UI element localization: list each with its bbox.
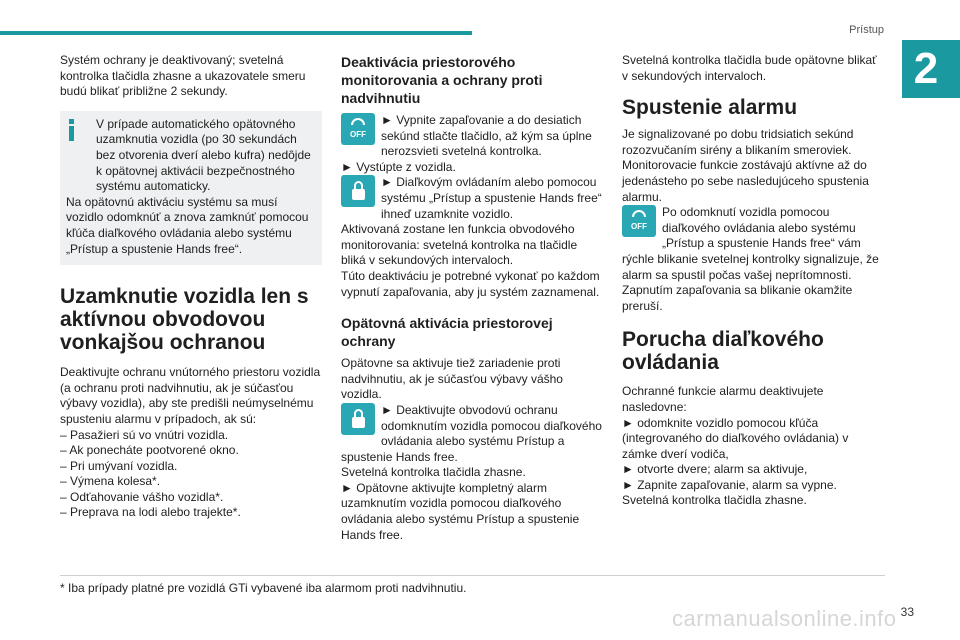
list-item: – Pasažieri sú vo vnútri vozidla. bbox=[60, 427, 229, 442]
step-text: ► Zapnite zapaľovanie, alarm sa vypne. bbox=[622, 477, 837, 492]
alarm-off-icon: OFF bbox=[622, 205, 656, 237]
column-3 bbox=[622, 53, 884, 509]
column-1 bbox=[60, 53, 322, 521]
paragraph: Túto deaktiváciu je potrebné vykonať po každom vypnutí zapaľovania, aby ju systém zaznamenal. bbox=[341, 268, 600, 299]
step-block bbox=[341, 403, 603, 465]
paragraph: Po odomknutí vozidla pomocou diaľkového ovládania alebo systému „Prístup a spustenie Hands free“ vám rýchle blikanie svetelnej kontrolky signalizuje, že alarm sa spustil počas vašej neprítomnosti. bbox=[622, 205, 879, 282]
info-note bbox=[60, 111, 322, 265]
paragraph: Zapnutím zapaľovania sa blikanie okamžite preruší. bbox=[622, 283, 853, 313]
paragraph: Ochranné funkcie alarmu deaktivujete nasledovne: bbox=[622, 384, 824, 414]
paragraph: Deaktivujte ochranu vnútorného priestoru vozidla (a ochranu proti nadvihnutiu, ak je súčasťou výbavy vozidla), aby ste predišli neúmyselnému spusteniu alarmu v prípadoch, ak sú: bbox=[60, 365, 321, 426]
paragraph: Svetelná kontrolka tlačidla zhasne. bbox=[341, 465, 526, 480]
note-text: V prípade automatického opätovného uzamknutia vozidla (po 30 sekundách bez otvorenia dverí alebo kufra) nedôjde k opätovnej aktivácii bezpečnostného systému automaticky. bbox=[96, 116, 311, 194]
subsection-heading: Opätovná aktivácia priestorovej ochrany bbox=[341, 315, 553, 350]
step-text: ► Vystúpte z vozidla. bbox=[341, 159, 456, 174]
step-block bbox=[341, 113, 603, 160]
step-text: ► otvorte dvere; alarm sa aktivuje, bbox=[622, 462, 808, 477]
lock-icon bbox=[341, 175, 375, 207]
header-accent-bar bbox=[0, 31, 472, 35]
step-block bbox=[341, 175, 603, 222]
unlock-icon bbox=[341, 403, 375, 435]
paragraph: Systém ochrany je deaktivovaný; svetelná kontrolka tlačidla zhasne a ukazovatele smeru budú blikať približne 2 sekundy. bbox=[60, 53, 306, 99]
list-item: – Pri umývaní vozidla. bbox=[60, 458, 178, 473]
step-text: ► odomknite vozidlo pomocou kľúča (integrovaného do diaľkového ovládania) v zámke dverí vodiča, bbox=[622, 415, 849, 461]
step-text: ► Diaľkovým ovládaním alebo pomocou systému „Prístup a spustenie Hands free“ ihneď uzamknite vozidlo. bbox=[381, 175, 602, 221]
list-item: – Ak ponecháte pootvorené okno. bbox=[60, 443, 239, 458]
step-text: ► Deaktivujte obvodovú ochranu odomknutím vozidla pomocou diaľkového ovládania alebo systému Prístup a spustenie Hands free. bbox=[341, 402, 602, 464]
chapter-tab bbox=[902, 40, 960, 98]
list-item: – Odťahovanie vášho vozidla*. bbox=[60, 489, 224, 504]
section-title: Prístup bbox=[849, 24, 884, 36]
situation-list bbox=[60, 428, 322, 522]
step-text: ► Vypnite zapaľovanie a do desiatich sekúnd stlačte tlačidlo, až kým sa úplne nerozsvieti svetelná kontrolka. bbox=[381, 113, 592, 159]
paragraph: Svetelná kontrolka tlačidla bude opätovne blikať v sekundových intervaloch. bbox=[622, 53, 877, 83]
watermark: carmanualsonline.info bbox=[672, 606, 897, 631]
paragraph: Opätovne sa aktivuje tiež zariadenie proti nadvihnutiu, ak je súčasťou výbavy vášho vozidla. bbox=[341, 356, 563, 402]
section-heading: Uzamknutie vozidla len s aktívnou obvodovou vonkajšou ochranou bbox=[60, 285, 309, 355]
column-2 bbox=[341, 53, 603, 543]
chapter-number: 2 bbox=[913, 44, 939, 93]
note-text: Na opätovnú aktiváciu systému sa musí vozidlo odomknúť a znova zamknúť pomocou kľúča diaľkového ovládania alebo systému „Prístup a spustenie Hands free“. bbox=[66, 194, 309, 256]
footer-divider bbox=[60, 575, 885, 576]
section-heading: Spustenie alarmu bbox=[622, 96, 798, 120]
paragraph: Je signalizované po dobu tridsiatich sekúnd rozozvučaním sirény a blikaním smeroviek. Monitorovacie funkcie zostávajú aktívne až do jedenásteho po sebe nasledujúceho spustenia alarmu. bbox=[622, 127, 869, 204]
step-block bbox=[622, 205, 884, 283]
subsection-heading: Deaktivácia priestorového monitorovania a ochrany proti nadvihnutiu bbox=[341, 54, 543, 106]
list-item: – Preprava na lodi alebo trajekte*. bbox=[60, 505, 241, 520]
step-text: ► Opätovne aktivujte kompletný alarm uzamknutím vozidla pomocou diaľkového ovládania alebo systému Prístup a spustenie Hands free. bbox=[341, 480, 580, 542]
list-item: – Výmena kolesa*. bbox=[60, 474, 161, 489]
footnote: * Iba prípady platné pre vozidlá GTi vybavené iba alarmom proti nadvihnutiu. bbox=[60, 581, 467, 595]
section-heading: Porucha diaľkového ovládania bbox=[622, 328, 824, 375]
alarm-off-icon: OFF bbox=[341, 113, 375, 145]
paragraph: Aktivovaná zostane len funkcia obvodového monitorovania: svetelná kontrolka na tlačidle bliká v sekundových intervaloch. bbox=[341, 222, 578, 268]
info-icon bbox=[66, 119, 78, 141]
page-number: 33 bbox=[900, 605, 914, 619]
paragraph: Svetelná kontrolka tlačidla zhasne. bbox=[622, 493, 807, 508]
